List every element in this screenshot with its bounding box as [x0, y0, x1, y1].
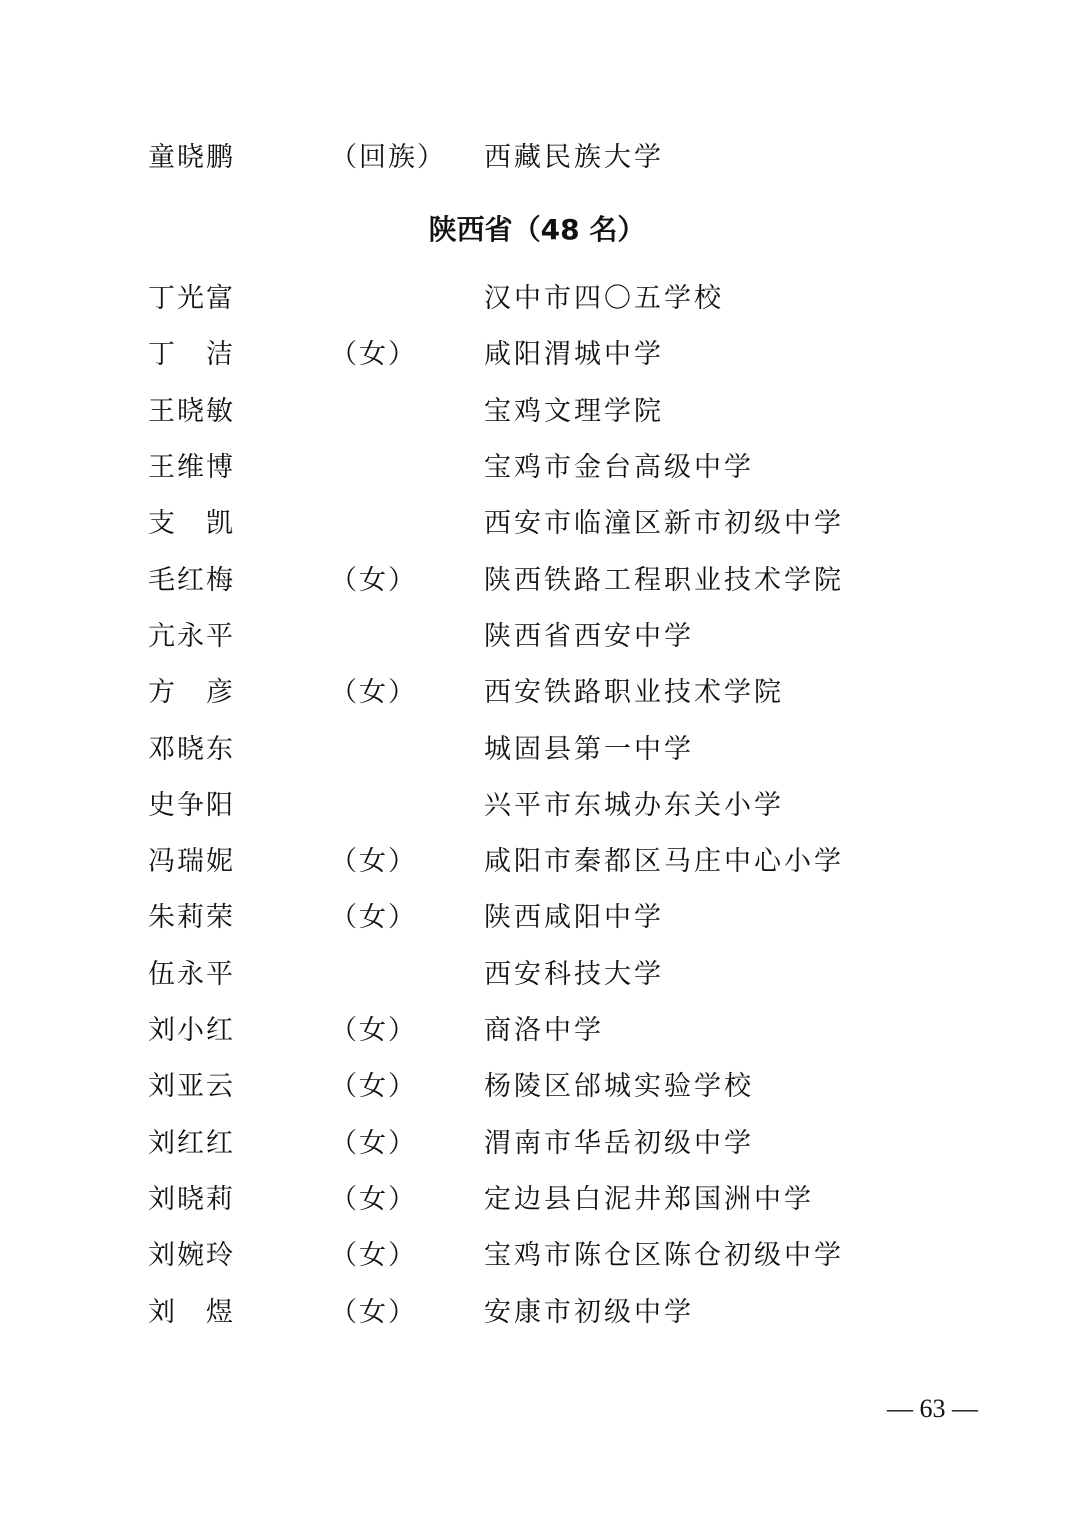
person-note: （女） [330, 1128, 417, 1159]
list-item [0, 1180, 1074, 1220]
section-title: 陕西省（48 名） [428, 213, 646, 246]
person-name: 刘 煜 [148, 1297, 235, 1328]
person-name: 支 凯 [148, 508, 235, 539]
list-item [0, 673, 1074, 713]
person-name: 童晓鹏 [148, 142, 235, 173]
person-unit: 城固县第一中学 [484, 734, 694, 765]
person-unit: 陕西省西安中学 [484, 621, 694, 652]
person-name: 丁光富 [148, 283, 235, 314]
person-unit: 定边县白泥井郑国洲中学 [484, 1184, 814, 1215]
list-item [0, 617, 1074, 657]
person-name: 朱莉荣 [148, 902, 235, 933]
list-item [0, 1067, 1074, 1107]
list-item [0, 1293, 1074, 1333]
person-unit: 商洛中学 [484, 1015, 604, 1046]
person-name: 伍永平 [148, 959, 235, 990]
person-unit: 兴平市东城办东关小学 [484, 790, 784, 821]
person-name: 毛红梅 [148, 565, 235, 596]
list-item [0, 955, 1074, 995]
person-name: 邓晓东 [148, 734, 235, 765]
list-item [0, 504, 1074, 544]
person-unit: 咸阳市秦都区马庄中心小学 [484, 846, 844, 877]
person-name: 丁 洁 [148, 339, 235, 370]
person-note: （女） [330, 1071, 417, 1102]
person-note: （女） [330, 1240, 417, 1271]
person-unit: 西安市临潼区新市初级中学 [484, 508, 844, 539]
person-name: 刘小红 [148, 1015, 235, 1046]
person-unit: 宝鸡市金台高级中学 [484, 452, 754, 483]
person-unit: 宝鸡市陈仓区陈仓初级中学 [484, 1240, 844, 1271]
person-unit: 安康市初级中学 [484, 1297, 694, 1328]
person-name: 方 彦 [148, 677, 235, 708]
person-note: （女） [330, 902, 417, 933]
person-unit: 杨陵区邰城实验学校 [484, 1071, 754, 1102]
person-unit: 宝鸡文理学院 [484, 396, 664, 427]
page-number: — 63 — [887, 1394, 978, 1423]
list-item [0, 392, 1074, 432]
list-item [0, 1124, 1074, 1164]
person-name: 刘红红 [148, 1128, 235, 1159]
list-item [0, 730, 1074, 770]
list-item [0, 335, 1074, 375]
person-name: 刘婉玲 [148, 1240, 235, 1271]
person-note: （女） [330, 846, 417, 877]
person-unit: 西安科技大学 [484, 959, 664, 990]
person-unit: 陕西铁路工程职业技术学院 [484, 565, 844, 596]
person-unit: 陕西咸阳中学 [484, 902, 664, 933]
list-item [0, 1011, 1074, 1051]
person-unit: 渭南市华岳初级中学 [484, 1128, 754, 1159]
person-note: （女） [330, 1015, 417, 1046]
person-unit: 西安铁路职业技术学院 [484, 677, 784, 708]
person-unit: 汉中市四〇五学校 [484, 283, 724, 314]
list-item [0, 786, 1074, 826]
person-name: 王维博 [148, 452, 235, 483]
person-note: （女） [330, 339, 417, 370]
person-name: 冯瑞妮 [148, 846, 235, 877]
list-item [0, 448, 1074, 488]
list-item [0, 898, 1074, 938]
person-unit: 咸阳渭城中学 [484, 339, 664, 370]
person-note: （女） [330, 1297, 417, 1328]
person-name: 王晓敏 [148, 396, 235, 427]
person-note: （女） [330, 565, 417, 596]
person-note: （回族） [330, 142, 446, 173]
list-item [0, 561, 1074, 601]
top-entry-row [0, 138, 1074, 178]
person-name: 亢永平 [148, 621, 235, 652]
person-name: 史争阳 [148, 790, 235, 821]
person-note: （女） [330, 677, 417, 708]
list-item [0, 279, 1074, 319]
person-name: 刘晓莉 [148, 1184, 235, 1215]
person-name: 刘亚云 [148, 1071, 235, 1102]
person-note: （女） [330, 1184, 417, 1215]
list-item [0, 1236, 1074, 1276]
person-unit: 西藏民族大学 [484, 142, 664, 173]
list-item [0, 842, 1074, 882]
